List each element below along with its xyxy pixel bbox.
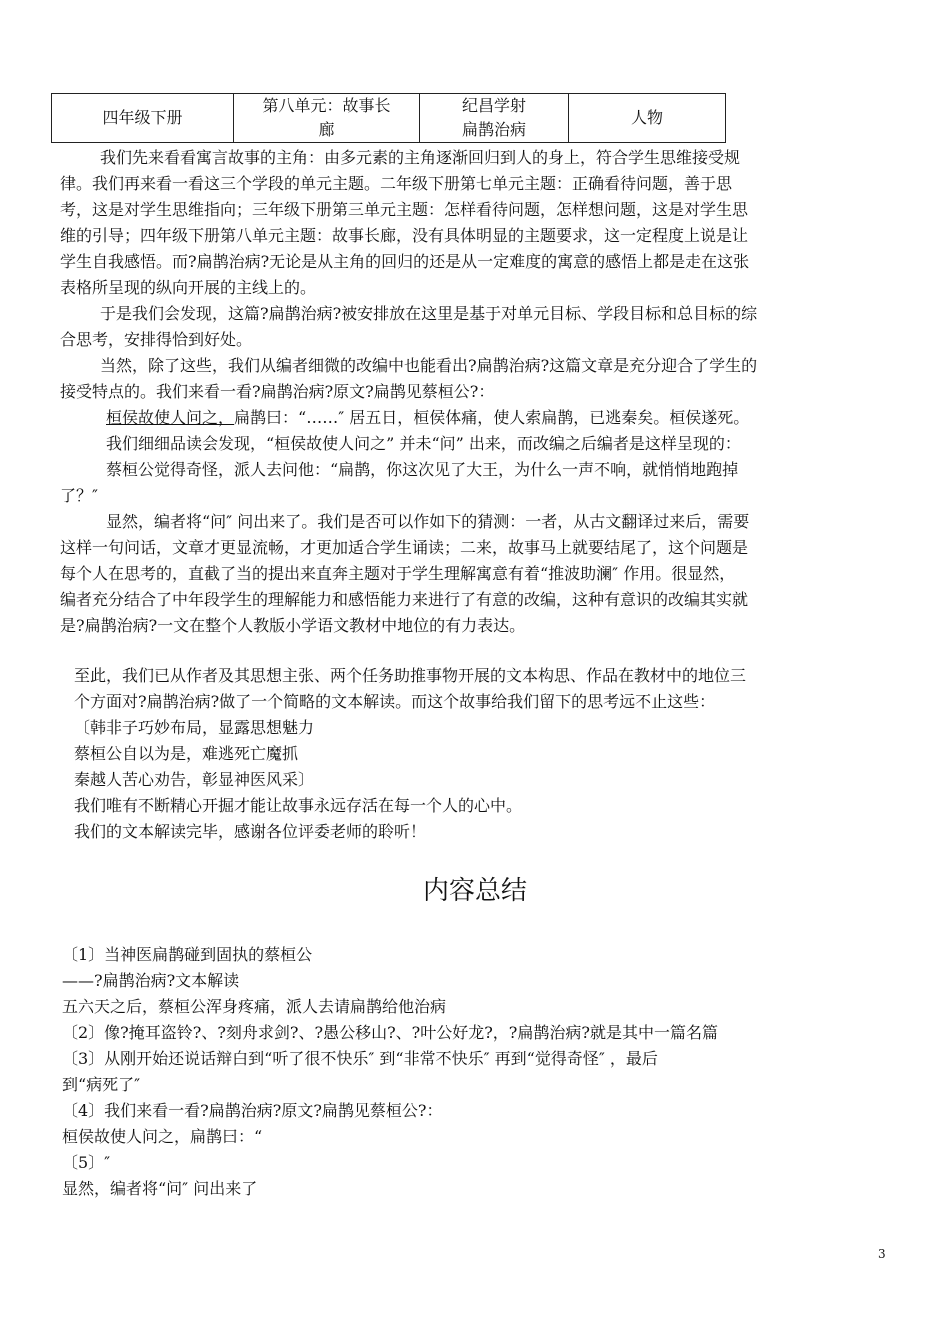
table-cell-grade: 四年级下册 (52, 94, 234, 143)
list-item: 蔡桓公自以为是，难逃死亡魔抓 (74, 744, 299, 763)
paragraph-line: 个方面对?扁鹊治病?做了一个简略的文本解读。而这个故事给我们留下的思考远不止这些： (74, 692, 716, 711)
paragraph-line: 每个人在思考的，直截了当的提出来直奔主题对于学生理解寓意有着“推波助澜″ 作用。很显然， (60, 564, 736, 583)
grade-unit-table (51, 93, 726, 143)
paragraph-line: 我们细细品读会发现，“桓侯故使人问之” 并未“问” 出来，而改编之后编者是这样呈现的： (106, 434, 741, 453)
summary-line: 到“病死了″ (62, 1075, 141, 1094)
summary-line: 〔2〕像?掩耳盗铃?、?刻舟求剑?、?愚公移山?、?叶公好龙?，?扁鹊治病?就是其中一篇名篇 (62, 1023, 718, 1042)
paragraph-line: 是?扁鹊治病?一文在整个人教版小学语文教材中地位的有力表达。 (60, 616, 526, 635)
table-cell-unit: 第八单元：故事长 廊 (234, 94, 420, 143)
table-cell-stories: 纪昌学射 扁鹊治病 (420, 94, 569, 143)
table-cell-topic: 人物 (569, 94, 726, 143)
summary-line: 五六天之后，蔡桓公浑身疼痛，派人去请扁鹊给他治病 (62, 997, 447, 1016)
paragraph-line: 编者充分结合了中年段学生的理解能力和感悟能力来进行了有意的改编，这种有意识的改编其实就 (60, 590, 749, 609)
summary-line: ——?扁鹊治病?文本解读 (62, 971, 240, 990)
paragraph-line: 至此，我们已从作者及其思想主张、两个任务助推事物开展的文本构思、作品在教材中的地位三 (74, 666, 747, 685)
paragraph-line: 当然，除了这些，我们从编者细微的改编中也能看出?扁鹊治病?这篇文章是充分迎合了学生的 (100, 356, 758, 375)
paragraph-line: 显然，编者将“问″ 问出来了。我们是否可以作如下的猜测：一者，从古文翻译过来后，需要 (106, 512, 750, 531)
summary-line: 〔3〕从刚开始还说话辩白到“听了很不快乐″ 到“非常不快乐″ 再到“觉得奇怪″ ，最后 (62, 1049, 658, 1068)
paragraph-line: 合思考，安排得恰到好处。 (60, 330, 253, 349)
paragraph-line: 接受特点的。我们来看一看?扁鹊治病?原文?扁鹊见蔡桓公?： (60, 382, 495, 401)
summary-line: 〔5〕″ (62, 1153, 111, 1172)
summary-heading: 内容总结 (422, 876, 527, 906)
list-item: 我们唯有不断精心开掘才能让故事永远存活在每一个人的心中。 (74, 796, 523, 815)
table-row (52, 94, 726, 143)
paragraph-line: 了？″ (60, 486, 98, 505)
paragraph-line: 蔡桓公觉得奇怪，派人去问他：“扁鹊，你这次见了大王，为什么一声不响，就悄悄地跑掉 (106, 460, 739, 479)
underlined-phrase: 桓侯故使人问之， (106, 408, 235, 427)
paragraph-line: 这样一句问话，文章才更显流畅，才更加适合学生诵读；二来，故事马上就要结尾了，这个问题是 (60, 538, 749, 557)
paragraph-line: 我们先来看看寓言故事的主角：由多元素的主角逐渐回归到人的身上，符合学生思维接受规 (100, 148, 741, 167)
list-item: 秦越人苦心劝告，彰显神医风采〕 (74, 770, 315, 789)
page-number: 3 (878, 1247, 886, 1261)
paragraph-line: 学生自我感悟。而?扁鹊治病?无论是从主角的回归的还是从一定难度的寓意的感悟上都是走在这张 (60, 252, 750, 271)
list-item: 〔韩非子巧妙布局，显露思想魅力 (74, 718, 315, 737)
summary-line: 桓侯故使人问之，扁鹊曰：“ (62, 1127, 263, 1146)
paragraph-line: 考，这是对学生思维指向；三年级下册第三单元主题：怎样看待问题，怎样想问题，这是对学生思 (60, 200, 749, 219)
list-item: 我们的文本解读完毕，感谢各位评委老师的聆听！ (74, 822, 427, 841)
paragraph-line: 维的引导；四年级下册第八单元主题：故事长廊，没有具体明显的主题要求，这一定程度上说是让 (60, 226, 749, 245)
paragraph-line: 表格所呈现的纵向开展的主线上的。 (60, 278, 317, 297)
summary-line: 〔1〕当神医扁鹊碰到固执的蔡桓公 (62, 945, 313, 964)
paragraph-line: 律。我们再来看一看这三个学段的单元主题。二年级下册第七单元主题：正确看待问题，善于思 (60, 174, 733, 193)
summary-line: 显然，编者将“问″ 问出来了 (62, 1179, 258, 1198)
summary-line: 〔4〕我们来看一看?扁鹊治病?原文?扁鹊见蔡桓公?： (62, 1101, 443, 1120)
classical-quote: 桓侯故使人问之，扁鹊曰：“……″ 居五日，桓侯体痛，使人索扁鹊，已逃秦矣。桓侯遂死。 (106, 408, 750, 427)
paragraph-line: 于是我们会发现，这篇?扁鹊治病?被安排放在这里是基于对单元目标、学段目标和总目标的综 (100, 304, 758, 323)
